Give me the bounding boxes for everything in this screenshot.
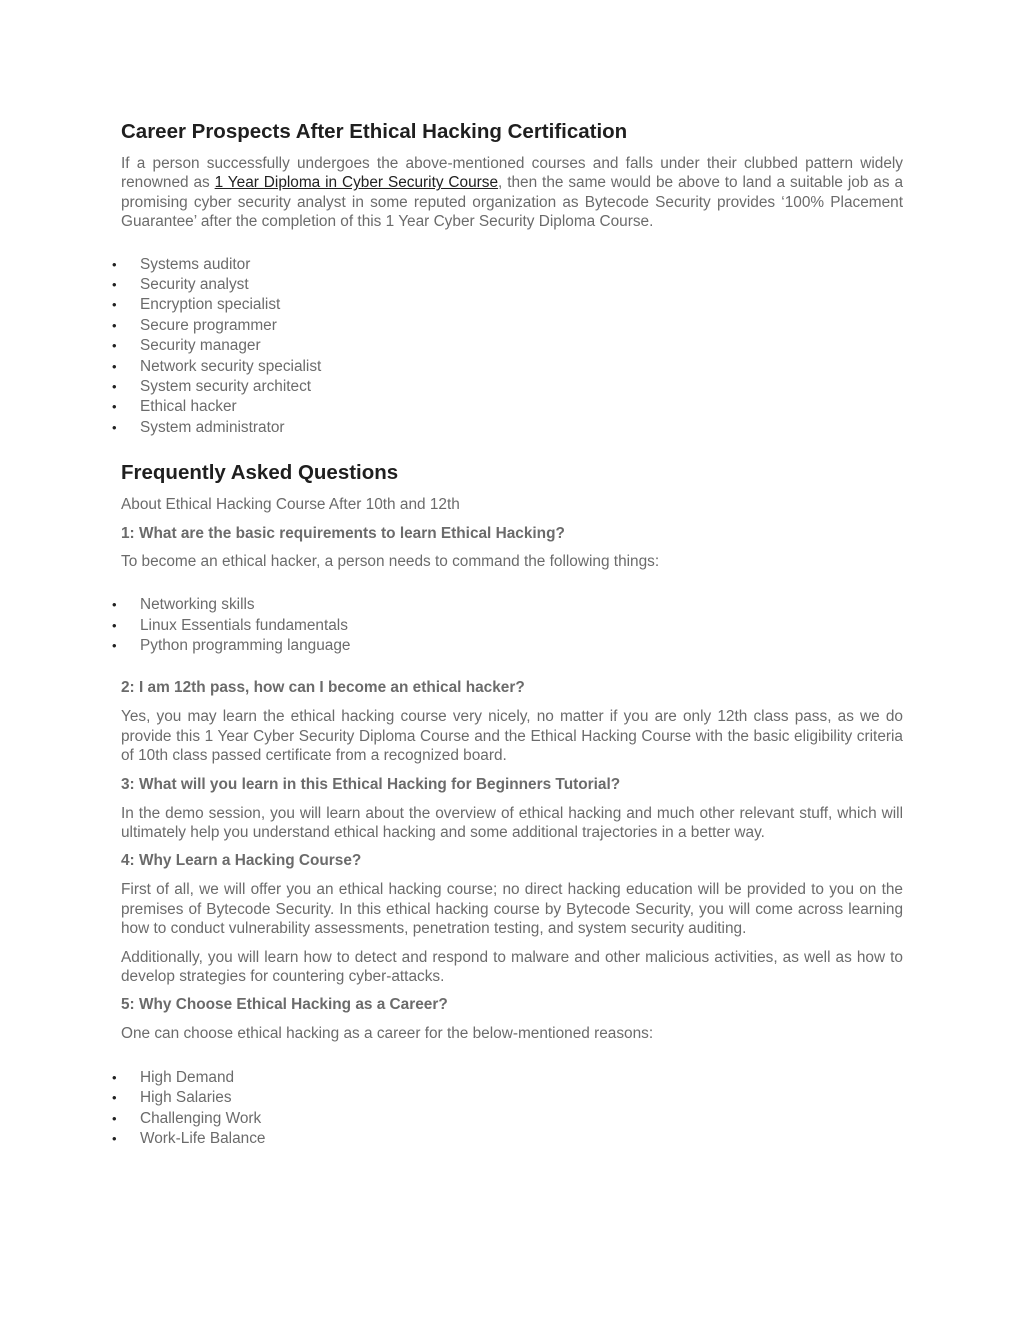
list-item: • Network security specialist [112, 357, 894, 377]
career-heading: Career Prospects After Ethical Hacking Certification [121, 120, 628, 143]
list-item: • System administrator [112, 418, 894, 438]
list-item: • Python programming language [112, 636, 894, 656]
list-item: • Challenging Work [112, 1109, 894, 1129]
list-item: • High Salaries [112, 1088, 894, 1108]
document-content [121, 118, 903, 1149]
list-item: • Secure programmer [112, 316, 894, 336]
faq-heading: Frequently Asked Questions [121, 461, 399, 485]
list-item: • Networking skills [112, 595, 894, 615]
career-intro-text-before: If a person successfully undergoes the above-mentioned courses and falls under their clubbed pattern widely renowned as [121, 155, 903, 192]
faq-answer-1: To become an ethical hacker, a person needs to command the following things: [121, 552, 660, 570]
list-item: • Work-Life Balance [112, 1129, 894, 1149]
faq-question-4: 4: Why Learn a Hacking Course? [121, 852, 362, 870]
career-intro [121, 154, 903, 232]
faq-question-2: 2: I am 12th pass, how can I become an ethical hacker? [121, 679, 525, 697]
faq-question-1: 1: What are the basic requirements to learn Ethical Hacking? [121, 524, 565, 542]
faq-answer-2: Yes, you may learn the ethical hacking course very nicely, no matter if you are only 12th class pass, as we do provide this 1 Year Cyber Security Diploma Course and the Ethical Hacking Course with the basic eligibility criteria of 10th class passed certificate from a recognized board. [121, 708, 903, 765]
faq-question-5: 5: Why Choose Ethical Hacking as a Career? [121, 996, 448, 1014]
faq-answer-5: One can choose ethical hacking as a career for the below-mentioned reasons: [121, 1025, 654, 1043]
list-item: • Systems auditor [112, 255, 894, 275]
faq-question-3: 3: What will you learn in this Ethical Hacking for Beginners Tutorial? [121, 775, 621, 793]
requirements-list [112, 595, 894, 656]
career-reasons-list [112, 1068, 894, 1150]
faq-answer-4: First of all, we will offer you an ethical hacking course; no direct hacking education will be provided to you on the premises of Bytecode Security. In this ethical hacking course by Bytecode Security, you will come across learning how to conduct vulnerability assessments, penetration testing, and system security auditing. [121, 881, 903, 938]
faq-answer-4-continued: Additionally, you will learn how to detect and respond to malware and other malicious activities, as well as how to develop strategies for countering cyber-attacks. [121, 948, 903, 985]
diploma-course-link[interactable]: 1 Year Diploma in Cyber Security Course [214, 174, 499, 192]
list-item: • Security manager [112, 336, 894, 356]
list-item: • High Demand [112, 1068, 894, 1088]
list-item: • Linux Essentials fundamentals [112, 616, 894, 636]
list-item: • Encryption specialist [112, 295, 894, 315]
list-item: • Ethical hacker [112, 397, 894, 417]
faq-subheading: About Ethical Hacking Course After 10th and 12th [121, 496, 460, 514]
career-intro-text-after: , then the same would be above to land a suitable job as a promising cyber security analyst in some reputed organization as Bytecode Security provides ‘100% Placement Guarantee’ after the completion of this 1 Year Cyber Security Diploma Course. [121, 174, 904, 231]
career-roles-list [112, 255, 894, 439]
faq-answer-3: In the demo session, you will learn about the overview of ethical hacking and much other relevant stuff, which will ultimately help you understand ethical hacking and some additional trajectories in a better way. [121, 804, 903, 841]
list-item: • Security analyst [112, 275, 894, 295]
list-item: • System security architect [112, 377, 894, 397]
